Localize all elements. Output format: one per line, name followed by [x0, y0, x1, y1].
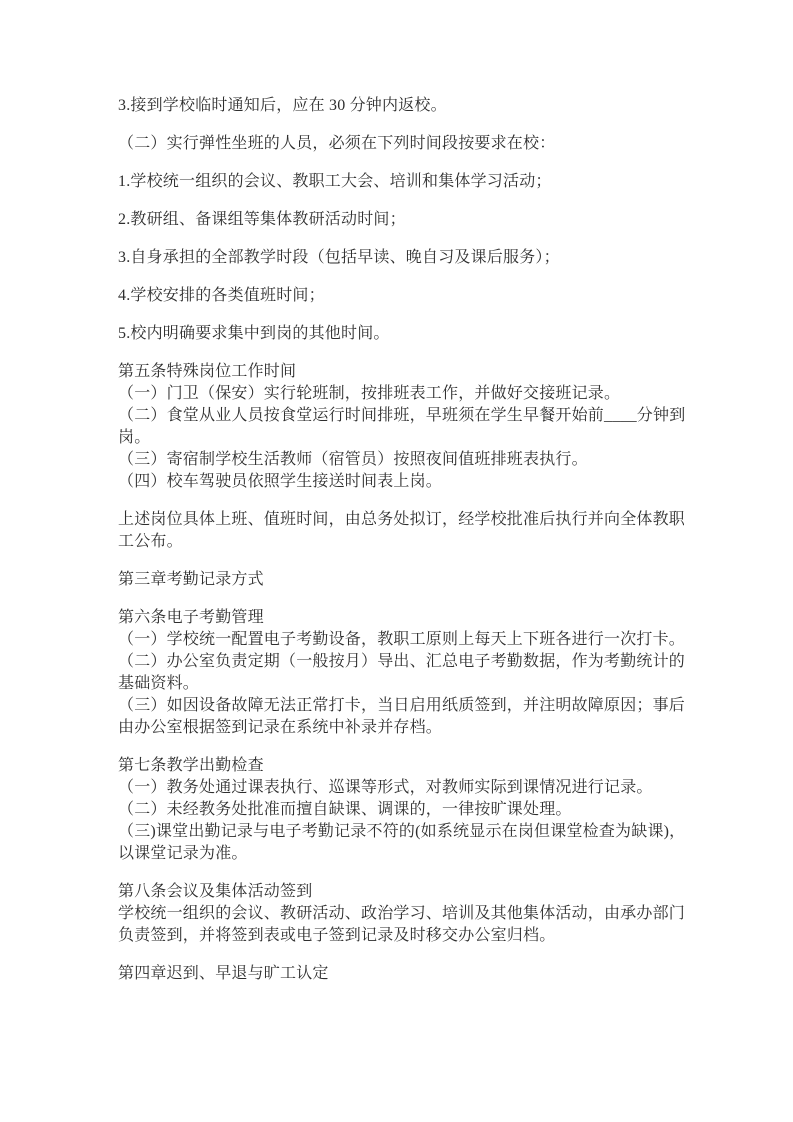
text-line: （一）教务处通过课表执行、巡课等形式，对教师实际到课情况进行记录。 — [118, 779, 653, 796]
text-line: （二）未经教务处批准而擅自缺课、调课的，一律按旷课处理。 — [118, 801, 572, 818]
paragraph-chapter-3 — [118, 569, 688, 591]
article-heading: 第五条特殊岗位工作时间 — [118, 363, 297, 380]
paragraph — [118, 133, 688, 155]
article-heading: 第八条会议及集体活动签到 — [118, 883, 313, 900]
text-line: 由办公室根据签到记录在系统中补录并存档。 — [118, 719, 443, 736]
text-line: 以课堂记录为准。 — [118, 845, 248, 862]
paragraph-article-7 — [118, 755, 688, 865]
text-line: （三）如因设备故障无法正常打卡，当日启用纸质签到，并注明故障原因；事后 — [118, 697, 686, 714]
text-line: 上述岗位具体上班、值班时间，由总务处拟订，经学校批准后执行并向全体教职 — [118, 511, 686, 528]
text-line: （四）校车驾驶员依照学生接送时间表上岗。 — [118, 473, 443, 490]
article-heading: 第六条电子考勤管理 — [118, 609, 264, 626]
paragraph — [118, 247, 688, 269]
text-line: 3.自身承担的全部教学时段（包括早读、晚自习及课后服务）； — [118, 249, 560, 266]
text-line: （一）门卫（保安）实行轮班制，按排班表工作，并做好交接班记录。 — [118, 385, 621, 402]
text-line: 3.接到学校临时通知后，应在 30 分钟内返校。 — [118, 97, 447, 114]
paragraph — [118, 95, 688, 117]
text-line: （三)课堂出勤记录与电子考勤记录不符的(如系统显示在岗但课堂检查为缺课)， — [118, 823, 686, 840]
paragraph — [118, 209, 688, 231]
text-line: （二）实行弹性坐班的人员，必须在下列时间段按要求在校： — [118, 135, 556, 152]
text-line: （一）学校统一配置电子考勤设备，教职工原则上每天上下班各进行一次打卡。 — [118, 631, 686, 648]
chapter-heading: 第三章考勤记录方式 — [118, 571, 264, 588]
text-line: 基础资料。 — [118, 675, 200, 692]
paragraph — [118, 323, 688, 345]
text-line: （二）办公室负责定期（一般按月）导出、汇总电子考勤数据，作为考勤统计的 — [118, 653, 686, 670]
text-line: 岗。 — [118, 429, 151, 446]
paragraph-chapter-4 — [118, 963, 688, 985]
text-line: 5.校内明确要求集中到岗的其他时间。 — [118, 325, 390, 342]
text-line: （三）寄宿制学校生活教师（宿管员）按照夜间值班排班表执行。 — [118, 451, 588, 468]
document-text-block — [118, 95, 688, 1001]
paragraph — [118, 509, 688, 553]
text-line: 学校统一组织的会议、教研活动、政治学习、培训及其他集体活动，由承办部门 — [118, 905, 686, 922]
paragraph — [118, 171, 688, 193]
text-line: 工公布。 — [118, 533, 183, 550]
article-heading: 第七条教学出勤检查 — [118, 757, 264, 774]
text-line: 2.教研组、备课组等集体教研活动时间； — [118, 211, 406, 228]
text-line: 负责签到，并将签到表或电子签到记录及时移交办公室归档。 — [118, 927, 556, 944]
paragraph — [118, 285, 688, 307]
paragraph-article-6 — [118, 607, 688, 739]
text-line: 1.学校统一组织的会议、教职工大会、培训和集体学习活动； — [118, 173, 552, 190]
text-line: 4.学校安排的各类值班时间； — [118, 287, 325, 304]
paragraph-article-8 — [118, 881, 688, 947]
text-line: （二）食堂从业人员按食堂运行时间排班，早班须在学生早餐开始前____分钟到 — [118, 407, 686, 424]
paragraph-article-5 — [118, 361, 688, 493]
chapter-heading: 第四章迟到、早退与旷工认定 — [118, 965, 329, 982]
